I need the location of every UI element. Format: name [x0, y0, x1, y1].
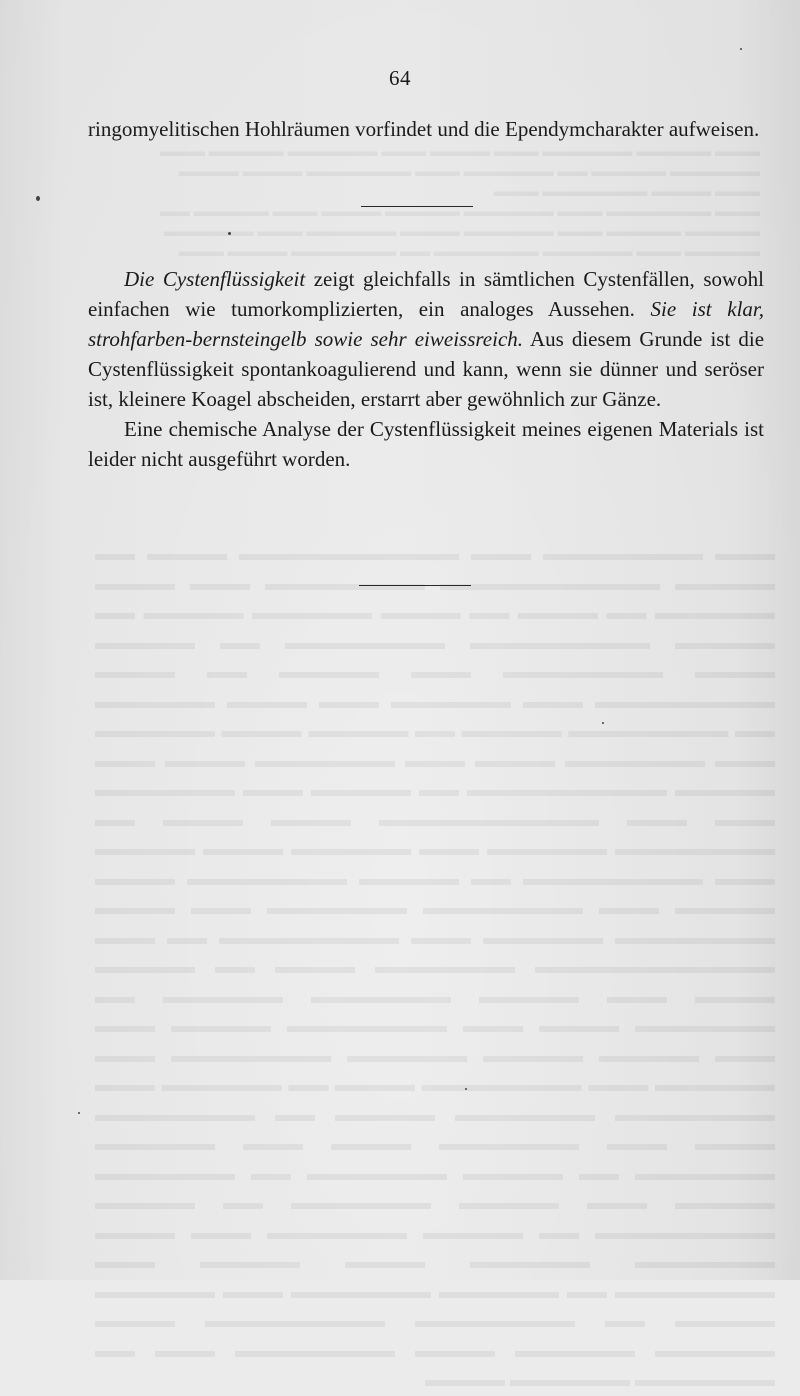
paragraph-text-segment: Aus diesem Grunde ist die Cystenflüssigkeit spontankoagulierend und kann, wenn sie dünner und seröser ist, kleinere Koagel abscheiden, erstarrt aber gewöhnlich zur Gänze.	[88, 327, 765, 411]
scan-speck	[740, 48, 742, 50]
show-through-body: ▬▬▬ ▬▬▬▬▬▬▬▬ ▬▬▬ ▬▬▬▬▬▬▬▬▬▬▬ ▬▬▬▬ ▬▬ ▬▬▬▬▬ ▬▬▬▬▬▬▬▬▬▬▬ ▬▬▬▬▬▬▬▬ ▬▬▬ ▬▬▬▬ ▬▬▬▬▬▬ ▬▬ ▬▬▬▬ ▬▬ ▬▬▬▬ ▬▬▬▬▬▬ ▬▬▬▬▬ ▬▬ ▬▬▬▬▬ ▬▬▬▬▬▬▬▬▬ ▬▬▬▬▬▬▬▬ ▬▬ ▬▬▬▬▬ ▬▬▬▬ ▬▬▬▬▬▬▬▬ ▬▬▬ ▬▬▬▬▬ ▬▬ ▬▬▬▬ ▬▬▬▬▬▬▬▬▬ ▬▬▬ ▬▬▬▬▬▬ ▬▬▬ ▬▬▬▬ ▬▬▬▬▬▬ ▬▬ ▬▬▬▬▬▬▬▬ ▬▬▬▬▬ ▬▬ ▬▬▬▬▬ ▬▬▬▬ ▬▬▬▬▬▬ ▬▬▬ ▬▬▬▬▬▬▬ ▬▬▬▬ ▬▬▬ ▬▬▬▬▬▬▬ ▬▬▬▬ ▬▬▬ ▬▬▬▬▬ ▬▬▬▬▬▬▬▬▬▬ ▬▬ ▬▬▬▬▬ ▬▬▬ ▬▬▬▬▬▬▬ ▬▬▬ ▬▬▬ ▬▬▬▬▬▬▬▬▬▬▬ ▬▬▬▬ ▬▬▬▬ ▬▬ ▬▬▬▬▬▬▬▬ ▬▬▬▬▬▬ ▬▬▬ ▬▬▬▬▬▬ ▬▬▬▬ ▬▬▬▬▬ ▬▬▬ ▬▬▬▬▬▬▬▬▬ ▬▬ ▬▬▬▬▬ ▬▬▬▬▬▬▬▬ ▬▬▬▬ ▬▬▬▬▬ ▬▬▬ ▬▬▬▬▬▬▬▬ ▬▬▬▬▬▬▬ ▬▬▬ ▬▬▬▬ ▬▬▬▬▬▬▬▬ ▬▬▬▬▬▬ ▬▬▬ ▬▬▬▬▬▬▬▬▬ ▬▬ ▬▬▬ ▬▬▬▬▬▬▬▬▬▬▬▬ ▬▬▬▬▬▬▬ ▬▬▬▬ ▬▬ ▬▬▬▬▬ ▬▬▬▬ ▬▬▬ ▬▬▬▬▬ ▬▬▬▬▬▬▬ ▬▬▬▬▬▬ ▬▬ ▬▬▬▬▬▬▬ ▬▬▬▬ ▬▬▬ ▬▬▬▬▬▬▬▬ ▬▬▬▬▬ ▬▬▬ ▬▬▬ ▬▬▬▬▬ ▬▬▬▬▬ ▬▬▬▬▬▬ ▬▬▬▬▬▬▬▬ ▬▬▬ ▬▬▬▬▬▬ ▬▬▬ ▬▬▬▬▬▬▬▬ ▬▬▬▬ ▬▬ ▬▬▬▬▬▬ ▬▬▬ ▬▬▬▬▬▬▬▬ ▬▬▬▬▬▬▬ ▬▬▬▬▬ ▬▬ ▬▬▬▬▬▬▬▬ ▬▬▬▬ ▬▬▬ ▬▬▬▬▬▬▬ ▬▬▬▬ ▬▬▬ ▬▬▬▬▬▬ ▬▬▬▬▬▬▬ ▬▬ ▬▬▬▬▬ ▬▬▬▬▬▬▬ ▬▬ ▬▬▬▬▬▬▬ ▬▬▬▬▬ ▬▬▬ ▬▬▬▬▬ ▬▬▬▬▬▬▬ ▬▬ ▬▬▬▬▬ ▬▬▬▬▬▬▬▬▬ ▬▬ ▬▬▬▬▬ ▬▬▬▬▬▬▬ ▬▬▬ ▬▬▬▬ ▬▬▬▬▬▬▬ ▬▬▬▬▬▬ ▬▬▬▬ ▬▬▬▬▬ ▬▬▬ ▬▬▬▬▬▬▬▬ ▬▬ ▬▬▬▬▬▬ ▬▬▬▬▬▬▬ ▬▬▬ ▬▬▬▬▬▬ ▬▬▬▬▬ ▬▬ ▬▬▬▬▬▬▬▬ ▬▬▬▬▬▬▬▬▬ ▬▬▬▬ ▬▬▬▬▬▬ ▬▬▬▬▬▬ ▬▬▬▬ ▬▬▬▬▬▬▬▬ ▬▬▬ ▬▬ ▬▬▬▬▬▬▬ ▬▬▬▬▬▬ ▬▬▬▬	[95, 543, 775, 1391]
paragraph-cyst-fluid	[88, 264, 764, 414]
section-divider-1	[361, 206, 473, 207]
italic-term-cyst-fluid: Die Cystenflüssigkeit	[124, 267, 306, 291]
continuation-paragraph: ringomyelitischen Hohlräumen vorfindet und die Ependymcharakter aufweisen.	[88, 117, 760, 141]
scan-speck	[36, 196, 40, 201]
scan-speck	[602, 722, 604, 724]
scan-speck	[228, 232, 231, 235]
scan-speck	[465, 1088, 467, 1090]
italic-emphasis-description: Sie ist klar, strohfarben-bernsteingelb sowie sehr eiweissreich.	[88, 297, 765, 351]
section-divider-2	[359, 585, 471, 586]
paragraph-text-segment: zeigt gleichfalls in sämtlichen Cystenfällen, sowohl einfachen wie tumorkomplizierten, ein analoges Aussehen.	[88, 267, 764, 321]
page-number: 64	[389, 66, 411, 90]
cyst-fluid-section	[88, 264, 764, 474]
scan-speck	[78, 1112, 80, 1114]
continuation-text	[88, 114, 764, 144]
show-through-top: ▬▬▬ ▬▬▬▬▬ ▬▬▬▬▬▬ ▬▬▬ ▬▬▬▬ ▬▬▬ ▬▬▬▬▬▬ ▬▬▬▬▬ ▬▬▬ ▬▬▬▬▬▬ ▬▬▬▬▬ ▬▬ ▬▬▬▬▬▬ ▬▬▬ ▬▬▬▬▬▬▬ ▬▬▬▬ ▬▬▬▬ ▬▬▬ ▬▬▬▬ ▬▬▬▬▬▬▬ ▬▬▬ ▬▬▬ ▬▬▬▬▬▬▬ ▬▬▬ ▬▬▬▬▬▬ ▬▬▬▬▬ ▬▬▬▬ ▬▬▬ ▬▬▬▬▬ ▬▬ ▬▬▬▬▬ ▬▬▬▬▬ ▬▬▬ ▬▬▬▬▬▬ ▬▬▬▬ ▬▬▬▬▬▬ ▬▬▬ ▬▬▬▬▬▬ ▬▬▬▬▬ ▬▬▬ ▬▬▬▬▬▬ ▬▬▬▬▬▬▬ ▬▬ ▬▬▬▬▬▬▬ ▬▬▬▬ ▬▬▬	[160, 144, 760, 260]
paragraph-chemical-analysis: Eine chemische Analyse der Cystenflüssigkeit meines eigenen Materials ist leider nicht ausgeführt worden.	[88, 417, 764, 471]
